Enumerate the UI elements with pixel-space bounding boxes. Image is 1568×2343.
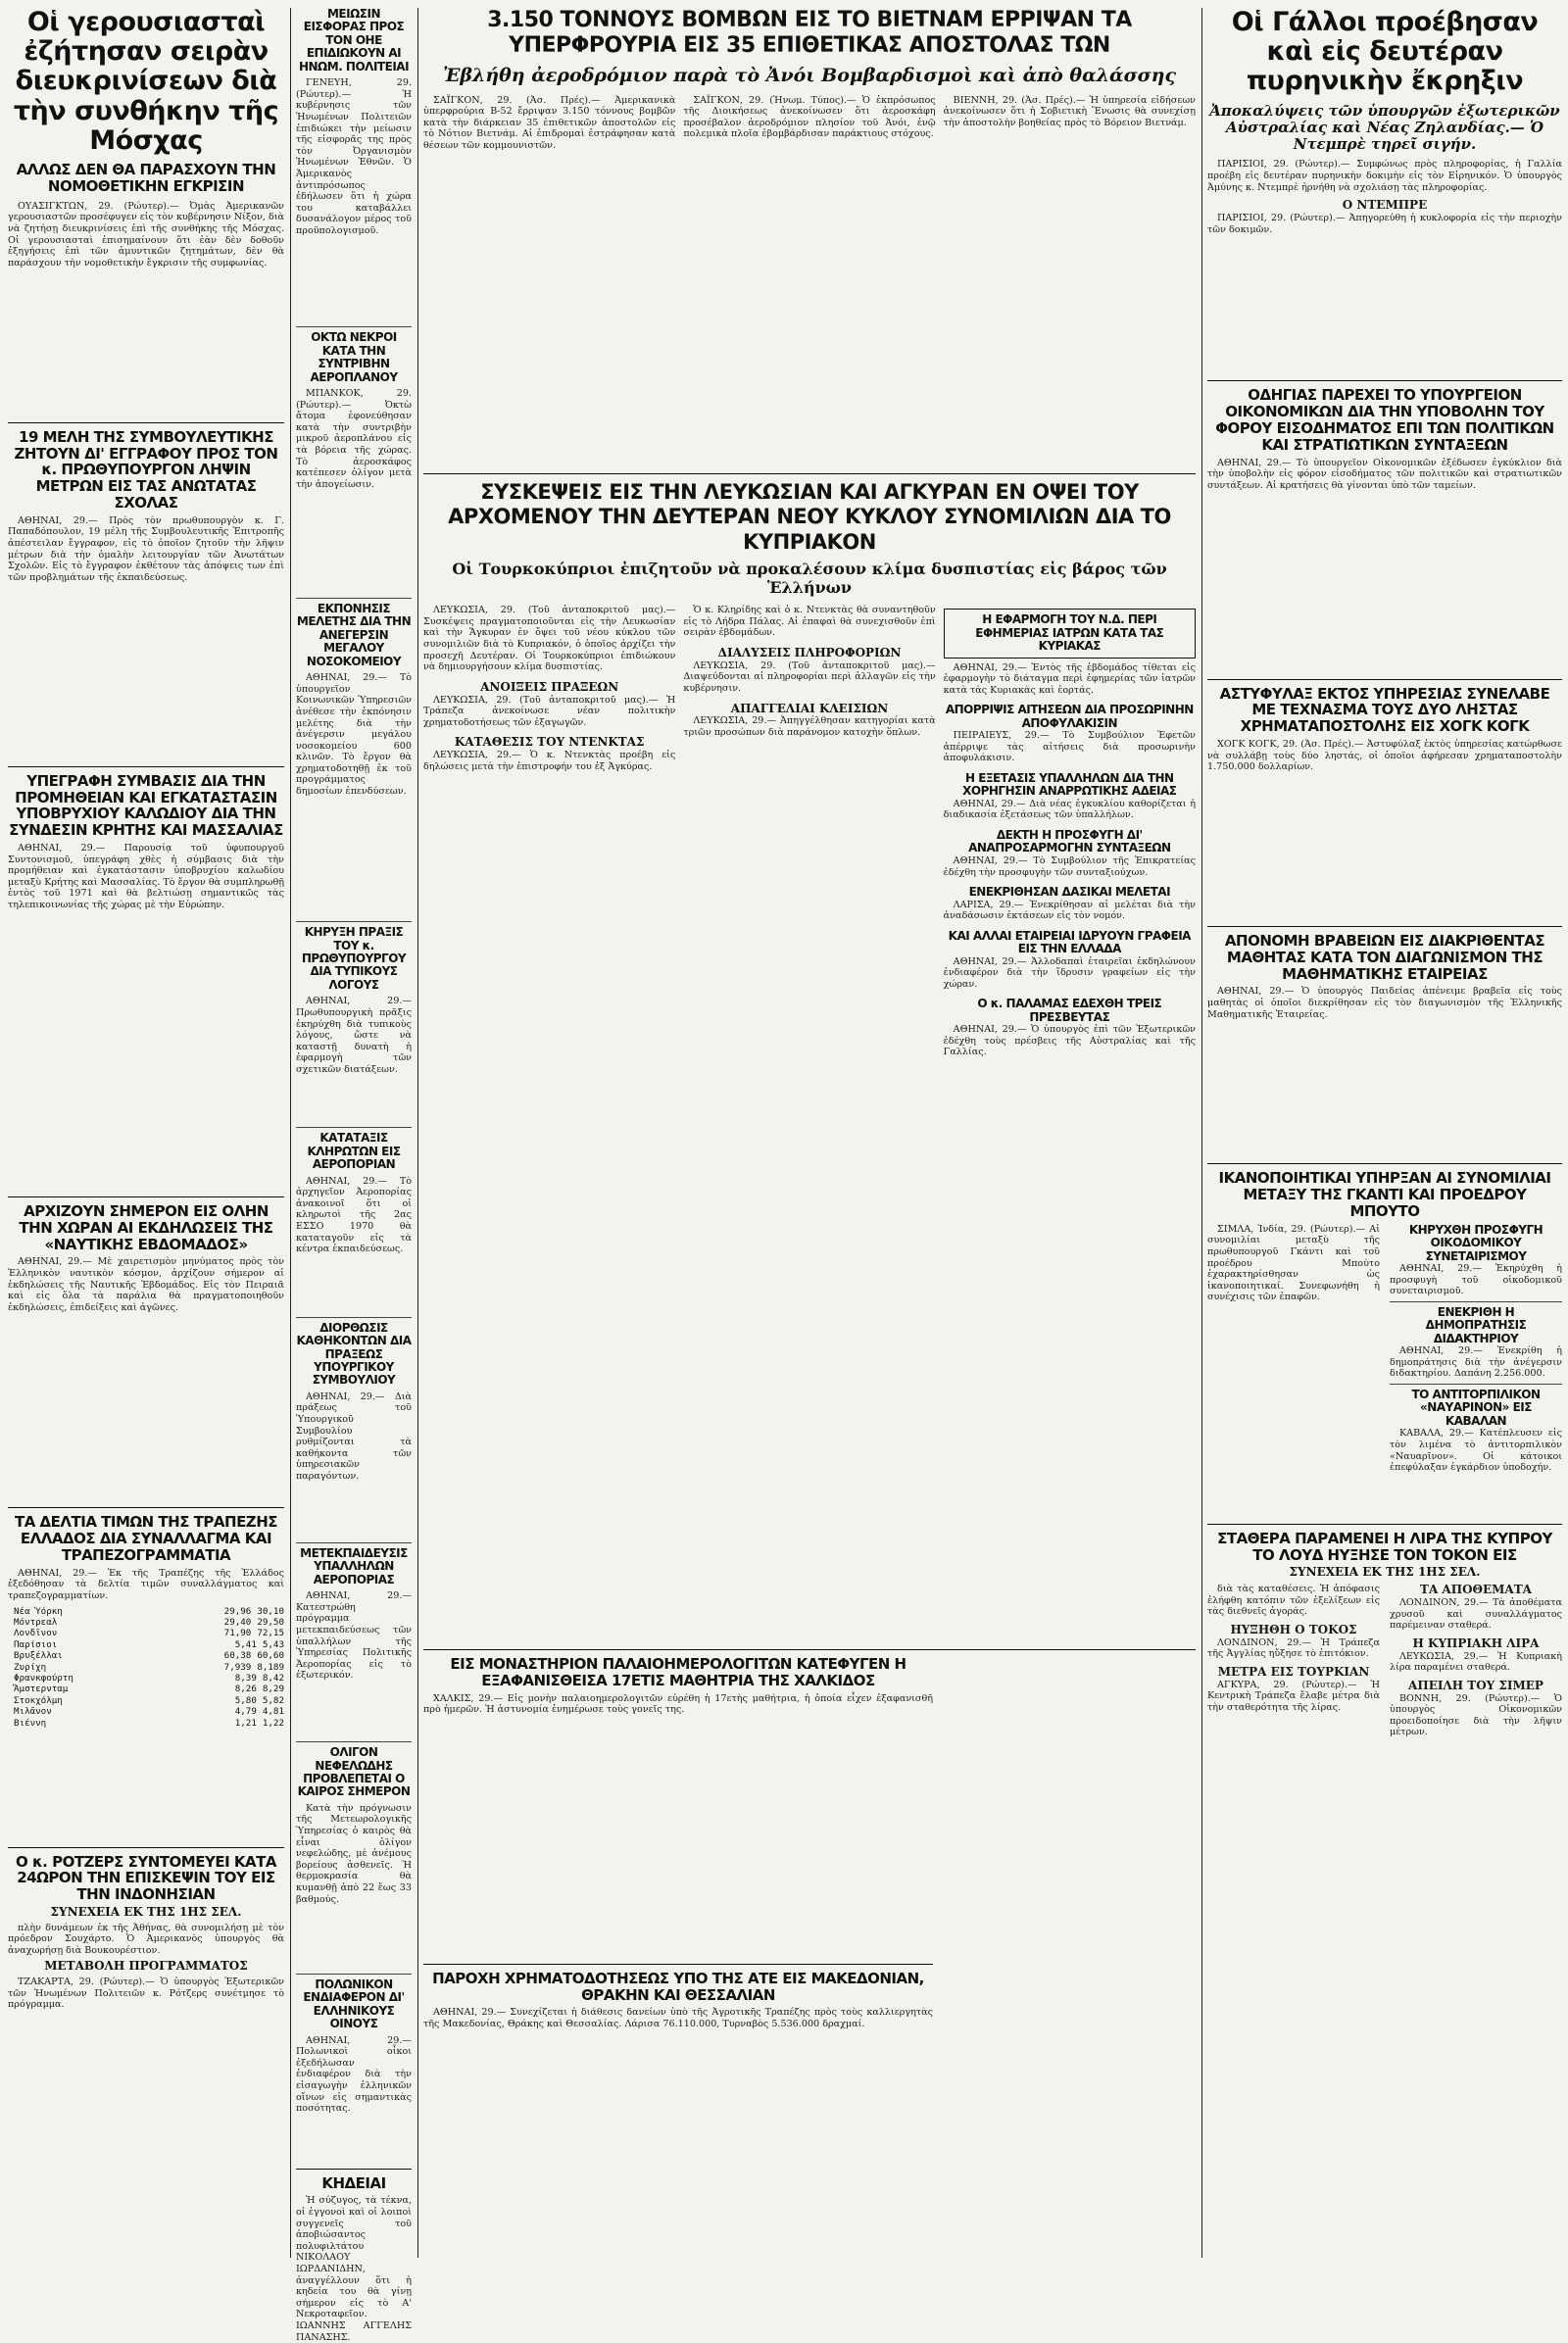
headline-navarinon: ΤΟ ΑΝΤΙΤΟΡΠΙΛΙΚΟΝ «ΝΑΥΑΡΙΝΟΝ» ΕΙΣ ΚΑΒΑΛΑΝ [1411, 1388, 1541, 1428]
article-body: ΣΙΜΛΑ, Ἰνδία, 29. (Ρώυτερ).— Αἱ συνομιλίαι μεταξὺ τῆς πρωθυπουργοῦ Γκάντι καὶ τοῦ προέδρου Μπούτο ἐχαρακτηρίσθησαν ὡς ἱκανοποιητικαί. Συνεφωνήθη ἡ συνέχισις τῶν ἐπαφῶν. [1207, 1223, 1380, 1303]
article-body: Ὁ κ. Κληρίδης καὶ ὁ κ. Ντενκτὰς θὰ συναντηθοῦν εἰς τὸ Λήδρα Πάλας. Αἱ ἐπαφαὶ θὰ συνεχισθοῦν ἐπὶ σειρὰν ἑβδομάδων. [683, 605, 936, 639]
subheading: ΗΥΞΗΘΗ Ο ΤΟΚΟΣ [1230, 1622, 1357, 1636]
headline-cooperative: ΚΗΡΥΧΘΗ ΠΡΟΣΦΥΓΗ ΟΙΚΟΔΟΜΙΚΟΥ ΣΥΝΕΤΑΙΡΙΣΜΟΥ [1408, 1222, 1544, 1263]
article-body: ΑΓΚΥΡΑ, 29. (Ρώυτερ).— Ἡ Κεντρικὴ Τράπεζα ἔλαβε μέτρα διὰ τὴν σταθερότητα τῆς λίρας. [1207, 1679, 1380, 1713]
column-second [296, 7, 412, 2343]
rate-value: 7,939 [223, 1661, 252, 1673]
article-body: ΛΕΥΚΩΣΙΑ, 29.— Ἡ Κυπριακὴ λίρα παραμένει σταθερά. [1390, 1650, 1562, 1674]
currency-city: Βιέννη [14, 1717, 47, 1729]
article-body: ΣΑΪΓΚΟΝ, 29. (Ἡνωμ. Τύπος).— Ὁ ἐκπρόσωπος τῆς Διοικήσεως ἀνεκοίνωσεν ὅτι ἀεροσκάφη προσέβαλον ἀεροδρόμιον πλησίον τοῦ Ἀνόι, ἐνῷ πολεμικὰ πλοῖα ἐβομβάρδισαν παράκτιους στόχους. [683, 94, 936, 140]
rate-value: 8,189 [257, 1661, 284, 1673]
article-body: ΑΘΗΝΑΙ, 29.— Τὸ ἀρχηγεῖον Ἀεροπορίας ἀνακοινοῖ ὅτι οἱ κληρωτοὶ τῆς 2ας ΕΣΣΟ 1970 θὰ καταταγοῦν εἰς τὰ κέντρα ἐκπαιδεύσεως. [296, 1175, 412, 1255]
headline-math-awards: ΑΠΟΝΟΜΗ ΒΡΑΒΕΙΩΝ ΕΙΣ ΔΙΑΚΡΙΘΕΝΤΑΣ ΜΑΘΗΤΑΣ ΚΑΤΑ ΤΟΝ ΔΙΑΓΩΝΙΣΜΟΝ ΤΗΣ ΜΑΘΗΜΑΤΙΚΗΣ ΕΤΑΙΡΕΙΑΣ [1224, 932, 1545, 983]
currency-city: Παρίσιοι [14, 1638, 58, 1650]
exchange-rate-row [8, 1639, 284, 1650]
article-body: ΑΘΗΝΑΙ, 29.— Πρωθυπουργικὴ πρᾶξις ἐκηρύχθη διὰ τυπικοὺς λόγους, ὥστε νὰ καταστῇ δυνατὴ ἡ ἐφαρμογὴ τῶν σχετικῶν διατάξεων. [296, 996, 412, 1075]
headline-plane-crash: ΟΚΤΩ ΝΕΚΡΟΙ ΚΑΤΑ ΤΗΝ ΣΥΝΤΡΙΒΗΝ ΑΕΡΟΠΛΑΝΟΥ [310, 330, 398, 384]
column-rule [1201, 8, 1202, 2258]
rate-value: 71,90 [223, 1628, 252, 1639]
subheading: ΑΝΟΙΞΕΙΣ ΠΡΑΞΕΩΝ [480, 679, 619, 694]
column-right [1207, 8, 1562, 2258]
headline-exchange: ΤΑ ΔΕΛΤΙΑ ΤΙΜΩΝ ΤΗΣ ΤΡΑΠΕΖΗΣ ΕΛΛΑΔΟΣ ΔΙΑ ΣΥΝΑΛΛΑΓΜΑ ΚΑΙ ΤΡΑΠΕΖΟΓΡΑΜΜΑΤΙΑ [14, 1513, 277, 1564]
article-body: ΛΕΥΚΩΣΙΑ, 29. (Τοῦ ἀνταποκριτοῦ μας).— Διαψεύδονται αἱ πληροφορίαι περὶ ἀλλαγῶν εἰς τὴν κυβέρνησιν. [683, 659, 936, 694]
article-body: ΑΘΗΝΑΙ, 29.— Μὲ χαιρετισμὸν μηνύματος πρὸς τὸν Ἑλληνικὸν ναυτικὸν κόσμον, ἀρχίζουν σήμερον αἱ ἐκδηλώσεις τῆς Ναυτικῆς Ἑβδομάδος. Εἰς τὸν Πειραιᾶ καὶ εἰς ὅλα τὰ παράλια θὰ πραγματοποιηθοῦν ἐκδηλώσεις, ἐπιδείξεις καὶ ἀγῶνες. [8, 1256, 284, 1313]
headline-duties: ΔΙΟΡΘΩΣΙΣ ΚΑΘΗΚΟΝΤΩΝ ΔΙΑ ΠΡΑΞΕΩΣ ΥΠΟΥΡΓΙΚΟΥ ΣΥΜΒΟΥΛΙΟΥ [296, 1320, 412, 1388]
article-body: ΑΘΗΝΑΙ, 29.— Τὸ Συμβούλιον τῆς Ἐπικρατείας ἐδέχθη τὴν προσφυγὴν τῶν συνταξιούχων. [943, 854, 1196, 878]
article-body: ΛΕΥΚΩΣΙΑ, 29. (Τοῦ ἀνταποκριτοῦ μας).— Συσκέψεις πραγματοποιοῦνται εἰς τὴν Λευκωσίαν καὶ τὴν Ἄγκυραν ἐν ὄψει τοῦ νέου κύκλου τῶν συνομιλιῶν διὰ τὸ Κυπριακόν, ὁ ὁποῖος ἀρχίζει τὴν προσεχῆ Δευτέραν. Οἱ Τουρκοκύπριοι ἐπιδιώκουν νὰ δημιουργήσουν κλίμα δυσπιστίας. [423, 605, 676, 673]
headline-cyprus-talks: ΣΥΣΚΕΨΕΙΣ ΕΙΣ ΤΗΝ ΛΕΥΚΩΣΙΑΝ ΚΑΙ ΑΓΚΥΡΑΝ ΕΝ ΟΨΕΙ ΤΟΥ ΑΡΧΟΜΕΝΟΥ ΤΗΝ ΔΕΥΤΕΡΑΝ ΝΕΟΥ ΚΥΚΛΟΥ ΣΥΝΟΜΙΛΙΩΝ ΔΙΑ ΤΟ ΚΥΠΡΙΑΚΟΝ [448, 479, 1171, 554]
rate-value: 29,50 [257, 1616, 284, 1628]
column-left [8, 8, 284, 2258]
currency-city: Λονδῖνον [14, 1628, 58, 1639]
headline-rogers: Ο κ. ΡΟΤΖΕΡΣ ΣΥΝΤΟΜΕΥΕΙ ΚΑΤΑ 24ΩΡΟΝ ΤΗΝ ΕΠΙΣΚΕΨΙΝ ΤΟΥ ΕΙΣ ΤΗΝ ΙΝΔΟΝΗΣΙΑΝ [16, 1852, 276, 1904]
subheading: Ο ΝΤΕΜΠΡΕ [1342, 198, 1428, 213]
continued-note: ΣΥΝΕΧΕΙΑ ΕΚ ΤΗΣ 1ΗΣ ΣΕΛ. [1289, 1565, 1481, 1580]
rate-value: 60,60 [257, 1650, 284, 1662]
article-body: ΑΘΗΝΑΙ, 29.— Τὸ ὑπουργεῖον Οἰκονομικῶν ἐξέδωσεν ἐγκύκλιον διὰ τὴν ὑποβολὴν εἰς φόρον εἰσοδήματος τῶν πολιτικῶν καὶ στρατιωτικῶν συντάξεων. Αἱ κρατήσεις θὰ γίνονται ὑπὸ τῶν ταμείων. [1207, 457, 1562, 491]
article-body: ΑΘΗΝΑΙ, 29.— Ἐκ τῆς Τραπέζης τῆς Ἑλλάδος ἐξεδόθησαν τὰ δελτία τιμῶν συναλλάγματος καὶ τραπεζογραμματίων. [8, 1567, 284, 1601]
headline-senators: Οἱ γερουσιασταὶ ἐζήτησαν σειρὰν διευκρινίσεων διὰ τὴν συνθήκην τῆς Μόσχας [13, 7, 279, 156]
exchange-rate-row [8, 1662, 284, 1673]
headline-applications: ΑΠΟΡΡΙΨΙΣ ΑΙΤΗΣΕΩΝ ΔΙΑ ΠΡΟΣΩΡΙΝΗΝ ΑΠΟΦΥΛΑΚΙΣΙΝ [945, 703, 1194, 730]
article-body: ΠΕΙΡΑΙΕΥΣ, 29.— Τὸ Συμβούλιον Ἐφετῶν ἀπέρριψε τὰς αἰτήσεις διὰ προσωρινὴν ἀποφυλάκισιν. [943, 730, 1196, 764]
exchange-rate-row [8, 1617, 284, 1628]
column-center [423, 8, 1196, 2258]
rate-value: 4,79 [234, 1706, 257, 1718]
headline-un-contribution: ΜΕΙΩΣΙΝ ΕΙΣΦΟΡΑΣ ΠΡΟΣ ΤΟΝ ΟΗΕ ΕΠΙΔΙΩΚΟΥΝ ΑΙ ΗΝΩΜ. ΠΟΛΙΤΕΙΑΙ [298, 7, 410, 73]
rate-value: 4,81 [262, 1706, 284, 1718]
headline-hospital: ΕΚΠΟΝΗΣΙΣ ΜΕΛΕΤΗΣ ΔΙΑ ΤΗΝ ΑΝΕΓΕΡΣΙΝ ΜΕΓΑΛΟΥ ΝΟΣΟΚΟΜΕΙΟΥ [296, 601, 412, 668]
article-body: ΑΘΗΝΑΙ, 29.— Ὁ ὑπουργὸς Παιδείας ἀπένειμε βραβεῖα εἰς τοὺς μαθητὰς οἱ ὁποῖοι διεκρίθησαν εἰς τὸν διαγωνισμὸν τῆς Ἑλληνικῆς Μαθηματικῆς Ἑταιρείας. [1207, 986, 1562, 1020]
article-body: ΠΑΡΙΣΙΟΙ, 29. (Ρώυτερ).— Συμφώνως πρὸς πληροφορίας, ἡ Γαλλία προέβη εἰς δευτέραν πυρηνικὴν δοκιμὴν εἰς τὸν Εἰρηνικόν. Ὁ ὑπουργὸς Ἀμύνης κ. Ντεμπρὲ ἠρνήθη νὰ σχολιάσῃ τὰς πληροφορίας. [1207, 159, 1562, 193]
exchange-rate-row [8, 1684, 284, 1694]
article-body: ΛΑΡΙΣΑ, 29.— Ἐνεκρίθησαν αἱ μελέται διὰ τὴν ἀναδάσωσιν ἐκτάσεων εἰς τὸν νομόν. [943, 899, 1196, 922]
article-body: Κατὰ τὴν πρόγνωσιν τῆς Μετεωρολογικῆς Ὑπηρεσίας ὁ καιρὸς θὰ εἶναι ὀλίγον νεφελώδης, μὲ ἀνέμους βορείους ἀσθενεῖς. Ἡ θερμοκρασία θὰ κυμανθῇ ἀπὸ 22 ἕως 33 βαθμούς. [296, 1802, 412, 1905]
article-body: ΑΘΗΝΑΙ, 29.— Ἐκηρύχθη ἡ προσφυγὴ τοῦ οἰκοδομικοῦ συνεταιρισμοῦ. [1390, 1263, 1562, 1297]
article-body: ΧΟΓΚ ΚΟΓΚ, 29. (Ἀσ. Πρές).— Ἀστυφύλαξ ἐκτὸς ὑπηρεσίας κατώρθωσε νὰ συλλάβῃ τοὺς δύο ληστάς, οἱ ὁποῖοι ἀφήρεσαν χρηματαποστολὴν 1.750.000 δολλαρίων. [1207, 739, 1562, 773]
headline-cyprus-pound: ΣΤΑΘΕΡΑ ΠΑΡΑΜΕΝΕΙ Η ΛΙΡΑ ΤΗΣ ΚΥΠΡΟΥ ΤΟ ΛΟΥΔ ΗΥΞΗΣΕ ΤΟΝ ΤΟΚΟΝ ΕΙΣ [1217, 1529, 1552, 1564]
article-body: ΑΘΗΝΑΙ, 29.— Παρουσίᾳ τοῦ ὑφυπουργοῦ Συντονισμοῦ, ὑπεγράφη χθὲς ἡ σύμβασις διὰ τὴν προμήθειαν καὶ ἐγκατάστασιν ὑποβρυχίου καλωδίου μεταξὺ Κρήτης καὶ Μασσαλίας. Τὸ ἔργον θὰ συμπληρωθῇ ἐντὸς τοῦ 1971 καὶ θὰ βελτιώσῃ σημαντικῶς τὰς τηλεπικοινωνίας τῆς χώρας μὲ τὴν Εὐρώπην. [8, 842, 284, 910]
headline-tax-pensions: ΟΔΗΓΙΑΣ ΠΑΡΕΧΕΙ ΤΟ ΥΠΟΥΡΓΕΙΟΝ ΟΙΚΟΝΟΜΙΚΩΝ ΔΙΑ ΤΗΝ ΥΠΟΒΟΛΗΝ ΤΟΥ ΦΟΡΟΥ ΕΙΣΟΔΗΜΑΤΟΣ ΕΠΙ ΤΩΝ ΠΟΛΙΤΙΚΩΝ ΚΑΙ ΣΤΡΑΤΙΩΤΙΚΩΝ ΣΥΝΤΑΞΕΩΝ [1215, 386, 1554, 454]
article-body: ΑΘΗΝΑΙ, 29.— Διὰ νέας ἐγκυκλίου καθορίζεται ἡ διαδικασία ἐξετάσεως τῶν ὑπαλλήλων. [943, 798, 1196, 821]
exchange-rate-row [8, 1606, 284, 1617]
currency-city: Μιλᾶνον [14, 1706, 52, 1718]
headline-ate-funding: ΠΑΡΟΧΗ ΧΡΗΜΑΤΟΔΟΤΗΣΕΩΣ ΥΠΟ ΤΗΣ ΑΤΕ ΕΙΣ ΜΑΚΕΔΟΝΙΑΝ, ΘΡΑΚΗΝ ΚΑΙ ΘΕΣΣΑΛΙΑΝ [432, 1969, 924, 2004]
article-body: πλὴν δυνάμεων ἐκ τῆς Ἀθήνας, θὰ συνομιλήσῃ μὲ τὸν πρόεδρον Σουχάρτο. Ὁ Ἀμερικανὸς ὑπουργὸς θὰ ἀναχωρήσῃ διὰ Βουκουρέστιον. [8, 1922, 284, 1956]
headline-palamas: Ο κ. ΠΑΛΑΜΑΣ ΕΔΕΧΘΗ ΤΡΕΙΣ ΠΡΕΣΒΕΥΤΑΣ [977, 997, 1162, 1024]
article-body: ΛΕΥΚΩΣΙΑ, 29.— Ἀπηγγέλθησαν κατηγορίαι κατὰ τριῶν προσώπων διὰ παράνομον κατοχὴν ὅπλων. [683, 715, 936, 738]
headline-school: ΕΝΕΚΡΙΘΗ Η ΔΗΜΟΠΡΑΤΗΣΙΣ ΔΙΔΑΚΤΗΡΙΟΥ [1425, 1304, 1527, 1345]
article-body: διὰ τὰς καταθέσεις. Ἡ ἀπόφασις ἐλήφθη κατόπιν τῶν ἐξελίξεων εἰς τὰς διεθνεῖς ἀγοράς. [1207, 1584, 1380, 1618]
rate-value: 60,38 [223, 1650, 252, 1662]
article-body: ΑΘΗΝΑΙ, 29.— Ὁ ὑπουργὸς ἐπὶ τῶν Ἐξωτερικῶν ἐδέχθη τοὺς πρέσβεις τῆς Αὐστραλίας καὶ τῆς Γαλλίας. [943, 1024, 1196, 1058]
column-rule [290, 8, 291, 2258]
currency-city: Στοκχόλμη [14, 1694, 63, 1706]
rate-value: 5,82 [262, 1694, 284, 1706]
article-body: ΛΟΝΔΙΝΟΝ, 29.— Ἡ Τράπεζα τῆς Ἀγγλίας ηὔξησε τὸ ἐπιτόκιον. [1207, 1636, 1380, 1660]
article-body: ΧΑΛΚΙΣ, 29.— Εἰς μονὴν παλαιοημερολογιτῶν εὑρέθη ἡ 17ετὴς μαθήτρια, ἡ ὁποία εἶχεν ἐξαφανισθῆ πρὸ ἡμερῶν. Ἡ ἀστυνομία ἐνημέρωσε τοὺς γονεῖς της. [423, 1692, 933, 1716]
article-body: ΓΕΝΕΥΗ, 29. (Ρώυτερ).— Ἡ κυβέρνησις τῶν Ἡνωμένων Πολιτειῶν ἐπιδιώκει τὴν μείωσιν τῆς εἰσφορᾶς της πρὸς τὸν Ὀργανισμὸν Ἡνωμένων Ἐθνῶν. Ὁ Ἀμερικανὸς ἀντιπρόσωπος ἐδήλωσεν ὅτι ἡ χώρα του καταβάλλει δυσανάλογον μέρος τοῦ προϋπολογισμοῦ. [296, 77, 412, 236]
exchange-rate-row [8, 1673, 284, 1684]
article-body: ΠΑΡΙΣΙΟΙ, 29. (Ρώυτερ).— Ἀπηγορεύθη ἡ κυκλοφορία εἰς τὴν περιοχὴν τῶν δοκιμῶν. [1207, 213, 1562, 235]
exchange-rate-row [8, 1706, 284, 1717]
article-body: Ἡ σύζυγος, τὰ τέκνα, οἱ ἐγγονοὶ καὶ οἱ λοιποὶ συγγενεῖς τοῦ ἀποβιώσαντος πολυφιλτάτου ΝΙΚΟΛΑΟΥ ΙΩΡΔΑΝΙΔΗΝ, ἀναγγέλλουν ὅτι ἡ κηδεία του θὰ γίνῃ σήμερον εἰς τὸ Α' Νεκροταφεῖον. ΙΩΑΝΝΗΣ ΑΓΓΕΛΗΣ ΠΑΝΑΣΗΣ. [296, 2195, 412, 2343]
rate-value: 5,43 [262, 1638, 284, 1650]
article-body: ΛΟΝΔΙΝΟΝ, 29.— Τὰ ἀποθέματα χρυσοῦ καὶ συναλλάγματος παρέμειναν σταθερά. [1390, 1597, 1562, 1632]
headline-naval-week: ΑΡΧΙΖΟΥΝ ΣΗΜΕΡΟΝ ΕΙΣ ΟΛΗΝ ΤΗΝ ΧΩΡΑΝ ΑΙ ΕΚΔΗΛΩΣΕΙΣ ΤΗΣ «ΝΑΥΤΙΚΗΣ ΕΒΔΟΜΑΔΟΣ» [19, 1201, 273, 1253]
rate-value: 8,42 [262, 1672, 284, 1684]
rate-value: 8,26 [234, 1684, 257, 1695]
subheading: ΤΑ ΑΠΟΘΕΜΑΤΑ [1420, 1583, 1532, 1597]
article-body: ΑΘΗΝΑΙ, 29.— Ἐνεκρίθη ἡ δημοπράτησις διὰ τὴν ἀνέγερσιν διδακτηρίου. Δαπάνη 2.256.000. [1390, 1345, 1562, 1380]
article-body: ΟΥΑΣΙΓΚΤΩΝ, 29. (Ρώυτερ).— Ὀμὰς Ἀμερικανῶν γερουσιαστῶν προσέφυγεν εἰς τὸν κυβέρνησιν Νίξον, διὰ νὰ ζητήσῃ διευκρινίσεις ἐπὶ τῆς συνθήκης τῆς Μόσχας. Οἱ γερουσιασταὶ ἐπισημαίνουν ὅτι ἐὰν δὲν δοθοῦν ἐξηγήσεις ἐπὶ τῶν ἀμυντικῶν ζητημάτων, δὲν θὰ παράσχουν τὴν νομοθετικὴν ἔγκρισιν τῆς συμφωνίας. [8, 200, 284, 268]
article-body: ΒΙΕΝΝΗ, 29. (Ἀσ. Πρές).— Ἡ ὑπηρεσία εἰδήσεων ἀνεκοίνωσεν ὅτι ἡ Σοβιετικὴ Ἕνωσις θὰ συνεχίσῃ τὴν ἀποστολὴν βοηθείας πρὸς τὸ Βόρειον Βιετνάμ. [943, 94, 1196, 128]
currency-city: Μόντρεαλ [14, 1616, 58, 1628]
exchange-rate-row [8, 1695, 284, 1706]
subheading-schedule: ΜΕΤΑΒΟΛΗ ΠΡΟΓΡΑΜΜΑΤΟΣ [44, 1959, 248, 1974]
rate-value: 5,80 [234, 1694, 257, 1706]
headline-monastery: ΕΙΣ ΜΟΝΑΣΤΗΡΙΟΝ ΠΑΛΑΙΟΗΜΕΡΟΛΟΓΙΤΩΝ ΚΑΤΕΦΥΓΕΝ Η ΕΞΑΦΑΝΙΣΘΕΙΣΑ 17ΕΤΙΣ ΜΑΘΗΤΡΙΑ ΤΗΣ ΧΑΛΚΙΔΟΣ [450, 1655, 906, 1690]
headline-wines: ΠΟΛΩΝΙΚΟΝ ΕΝΔΙΑΦΕΡΟΝ ΔΙ' ΕΛΛΗΝΙΚΟΥΣ ΟΙΝΟΥΣ [303, 1977, 405, 2031]
headline-doctors: Η ΕΦΑΡΜΟΓΗ ΤΟΥ Ν.Δ. ΠΕΡΙ ΕΦΗΜΕΡΙΑΣ ΙΑΤΡΩΝ ΚΑΤΑ ΤΑΣ ΚΥΡΙΑΚΑΣ [975, 612, 1164, 654]
rate-value: 8,39 [234, 1672, 257, 1684]
subheading: Η ΚΥΠΡΙΑΚΗ ΛΙΡΑ [1412, 1635, 1540, 1650]
rate-value: 29,96 [223, 1605, 252, 1617]
subheading: ΑΠΑΓΓΕΛΙΑΙ ΚΛΕΙΣΙΩΝ [730, 701, 889, 715]
exchange-rate-row [8, 1628, 284, 1638]
headline-advisory: 19 ΜΕΛΗ ΤΗΣ ΣΥΜΒΟΥΛΕΥΤΙΚΗΣ ΖΗΤΟΥΝ ΔΙ' ΕΓΓΡΑΦΟΥ ΠΡΟΣ ΤΟΝ κ. ΠΡΩΘΥΠΟΥΡΓΟΝ ΛΗΨΙΝ ΜΕΤΡΩΝ ΕΙΣ ΤΑΣ ΑΝΩΤΑΤΑΣ ΣΧΟΛΑΣ [14, 427, 278, 512]
headline-gandhi-bhutto: ΙΚΑΝΟΠΟΙΗΤΙΚΑΙ ΥΠΗΡΞΑΝ ΑΙ ΣΥΝΟΜΙΛΙΑΙ ΜΕΤΑΞΥ ΤΗΣ ΓΚΑΝΤΙ ΚΑΙ ΠΡΟΕΔΡΟΥ ΜΠΟΥΤΟ [1218, 1169, 1551, 1221]
rate-value: 5,41 [234, 1638, 257, 1650]
rate-value: 30,10 [257, 1605, 284, 1617]
article-body: ΑΘΗΝΑΙ, 29.— Πρὸς τὸν πρωθυπουργὸν κ. Γ. Παπαδόπουλον, 19 μέλη τῆς Συμβουλευτικῆς Ἐπιτροπῆς ἀπέστειλαν ἔγγραφον, εἰς τὸ ὁποῖον ζητοῦν τὴν λῆψιν μέτρων διὰ τὴν ὁμαλὴν λειτουργίαν τῶν Ἀνωτάτων Σχολῶν. Εἰς τὸ ἔγγραφον ἐκθέτουν τὰς ἀπόψεις των ἐπὶ τῶν προβλημάτων τῆς ἐκπαιδεύσεως. [8, 514, 284, 583]
article-body: ΑΘΗΝΑΙ, 29.— Ἀλλοδαπαὶ ἑταιρεῖαι ἐκδηλώνουν ἐνδιαφέρον διὰ τὴν ἵδρυσιν γραφείων εἰς τὴν χώραν. [943, 955, 1196, 990]
headline-training: ΜΕΤΕΚΠΑΙΔΕΥΣΙΣ ΥΠΑΛΛΗΛΩΝ ΑΕΡΟΠΟΡΙΑΣ [300, 1545, 408, 1586]
column-rule [417, 8, 418, 2258]
currency-city: Φρανκφούρτη [14, 1672, 74, 1684]
currency-city: Βρυξέλλαι [14, 1650, 63, 1662]
article-body: ΑΘΗΝΑΙ, 29.— Τὸ ὑπουργεῖον Κοινωνικῶν Ὑπηρεσιῶν ἀνέθεσε τὴν ἐκπόνησιν μελέτης διὰ τὴν ἀνέγερσιν μεγάλου νοσοκομείου 600 κλινῶν. Τὸ ἔργον θὰ χρηματοδοτηθῇ ἐκ τοῦ προγράμματος δημοσίων ἐπενδύσεων. [296, 672, 412, 798]
headline-pm-act: ΚΗΡΥΞΗ ΠΡΑΞΙΣ ΤΟΥ κ. ΠΡΩΘΥΠΟΥΡΓΟΥ ΔΙΑ ΤΥΠΙΚΟΥΣ ΛΟΓΟΥΣ [301, 925, 407, 992]
rate-value: 72,15 [257, 1628, 284, 1639]
headline-weather: ΟΛΙΓΟΝ ΝΕΦΕΛΩΔΗΣ ΠΡΟΒΛΕΠΕΤΑΙ Ο ΚΑΙΡΟΣ ΣΗΜΕΡΟΝ [297, 1745, 411, 1799]
article-body: ΑΘΗΝΑΙ, 29.— Διὰ πράξεως τοῦ Ὑπουργικοῦ Συμβουλίου ρυθμίζονται τὰ καθήκοντα τῶν ὑπηρεσιακῶν παραγόντων. [296, 1391, 412, 1482]
article-body: ΑΘΗΝΑΙ, 29.— Κατεστρώθη πρόγραμμα μετεκπαιδεύσεως τῶν ὑπαλλήλων τῆς Ὑπηρεσίας Πολιτικῆς Ἀεροπορίας εἰς τὸ ἐξωτερικόν. [296, 1590, 412, 1682]
rate-value: 1,22 [262, 1717, 284, 1729]
article-body: ΛΕΥΚΩΣΙΑ, 29. (Τοῦ ἀνταποκριτοῦ μας).— Ἡ Τράπεζα ἀνεκοίνωσε νέαν πολιτικὴν χρηματοδοτήσεως τῶν ἐξαγωγῶν. [423, 694, 676, 728]
subheadline-french: Ἀποκαλύψεις τῶν ὑπουργῶν ἐξωτερικῶν Αὐστραλίας καὶ Νέας Ζηλανδίας.— Ὁ Ντεμπρὲ τηρεῖ σιγήν. [1209, 101, 1560, 154]
currency-city: Ἄμστερνταμ [14, 1684, 69, 1695]
headline-french-nuclear: Οἱ Γάλλοι προέβησαν καὶ εἰς δευτέραν πυρηνικὴν ἔκρηξιν [1231, 7, 1539, 97]
subheading: ΔΙΑΛΥΣΕΙΣ ΠΛΗΡΟΦΟΡΙΩΝ [717, 646, 902, 660]
article-body: ΣΑΪΓΚΟΝ, 29. (Ἀσ. Πρές).— Ἀμερικανικὰ ὑπερφρούρια Β-52 ἔρριψαν 3.150 τόννους βομβῶν κατὰ τὴν διάρκειαν 35 ἐπιθετικῶν ἀποστολῶν εἰς τὸ Νότιον Βιετνάμ. Αἱ ἐπιδρομαὶ ἐστράφησαν κατὰ θέσεων τῶν κομμουνιστῶν. [423, 94, 676, 151]
headline-funerals: ΚΗΔΕΙΑΙ [321, 2173, 386, 2192]
currency-city: Ζυρίχη [14, 1661, 47, 1673]
article-body: ΚΑΒΑΛΑ, 29.— Κατέπλευσεν εἰς τὸν λιμένα τὸ ἀντιτορπιλικὸν «Ναυαρῖνον». Οἱ κάτοικοι ἐπεφύλαξαν ἐγκάρδιον ὑποδοχήν. [1390, 1428, 1562, 1474]
headline-hong-kong: ΑΣΤΥΦΥΛΑΞ ΕΚΤΟΣ ΥΠΗΡΕΣΙΑΣ ΣΥΝΕΛΑΒΕ ΜΕ ΤΕΧΝΑΣΜΑ ΤΟΥΣ ΔΥΟ ΛΗΣΤΑΣ ΧΡΗΜΑΤΑΠΟΣΤΟΛΗΣ ΕΙΣ ΧΟΓΚ ΚΟΓΚ [1219, 684, 1550, 736]
headline-leave: Η ΕΞΕΤΑΣΙΣ ΥΠΑΛΛΗΛΩΝ ΔΙΑ ΤΗΝ ΧΟΡΗΓΗΣΙΝ ΑΝΑΡΡΩΤΙΚΗΣ ΑΔΕΙΑΣ [962, 770, 1177, 799]
article-body: ΛΕΥΚΩΣΙΑ, 29.— Ὁ κ. Ντενκτὰς προέβη εἰς δηλώσεις μετὰ τὴν ἐπιστροφήν του ἐξ Ἀγκύρας. [423, 750, 676, 772]
headline-companies: ΚΑΙ ΑΛΛΑΙ ΕΤΑΙΡΕΙΑΙ ΙΔΡΥΟΥΝ ΓΡΑΦΕΙΑ ΕΙΣ ΤΗΝ ΕΛΛΑΔΑ [948, 928, 1191, 956]
article-body: ΑΘΗΝΑΙ, 29.— Συνεχίζεται ἡ διάθεσις δανείων ὑπὸ τῆς Ἀγροτικῆς Τραπέζης πρὸς τοὺς καλλιεργητὰς τῆς Μακεδονίας, Θράκης καὶ Θεσσαλίας. Λάρισα 76.110.000, Τυρναβὸς 5.536.000 δραχμαί. [423, 2007, 933, 2030]
headline-forest: ΕΝΕΚΡΙΘΗΣΑΝ ΔΑΣΙΚΑΙ ΜΕΛΕΤΑΙ [968, 885, 1171, 900]
currency-city: Νέα Ὑόρκη [14, 1605, 63, 1617]
subheading: ΑΠΕΙΛΗ ΤΟΥ ΣΙΜΕΡ [1408, 1678, 1544, 1692]
subheading: ΜΕΤΡΑ ΕΙΣ ΤΟΥΡΚΙΑΝ [1217, 1664, 1370, 1679]
subheadline-vietnam: Ἐβλήθη ἀεροδρόμιον παρὰ τὸ Ἀνόι Βομβαρδισμοὶ καὶ ἀπὸ θαλάσσης [442, 64, 1177, 86]
subheading: ΚΑΤΑΘΕΣΙΣ ΤΟΥ ΝΤΕΝΚΤΑΣ [454, 735, 645, 750]
subheadline-senators: ΑΛΛΩΣ ΔΕΝ ΘΑ ΠΑΡΑΣΧΟΥΝ ΤΗΝ ΝΟΜΟΘΕΤΙΚΗΝ ΕΓΚΡΙΣΙΝ [16, 161, 276, 195]
exchange-rate-row [8, 1650, 284, 1661]
article-body: ΑΘΗΝΑΙ, 29.— Ἐντὸς τῆς ἑβδομάδος τίθεται εἰς ἐφαρμογὴν τὸ διάταγμα περὶ ἐφημερίας τῶν ἰατρῶν κατὰ τὰς Κυριακὰς καὶ ἑορτάς. [943, 661, 1196, 696]
article-body: ΑΘΗΝΑΙ, 29.— Πολωνικοὶ οἶκοι ἐξεδήλωσαν ἐνδιαφέρον διὰ τὴν εἰσαγωγὴν ἑλληνικῶν οἴνων εἰς σημαντικὰς ποσότητας. [296, 2034, 412, 2115]
subheadline-cyprus: Οἱ Τουρκοκύπριοι ἐπιζητοῦν νὰ προκαλέσουν κλίμα δυσπιστίας εἰς βάρος τῶν Ἑλλήνων [452, 560, 1167, 597]
rate-value: 1,21 [234, 1717, 257, 1729]
article-body: ΜΠΑΝΚΟΚ, 29. (Ρώυτερ).— Ὀκτὼ ἄτομα ἐφονεύθησαν κατὰ τὴν συντριβὴν μικροῦ ἀεροπλάνου εἰς τὰ βόρεια τῆς χώρας. Τὸ ἀεροσκάφος κατέπεσεν ὀλίγον μετὰ τὴν ἀπογείωσιν. [296, 387, 412, 490]
rate-value: 29,40 [223, 1616, 252, 1628]
article-body: ΤΖΑΚΑΡΤΑ, 29. (Ρώυτερ).— Ὁ ὑπουργὸς Ἐξωτερικῶν τῶν Ἡνωμένων Πολιτειῶν κ. Ρότζερς συνέτμησε τὸ πρόγραμμα. [8, 1977, 284, 2011]
rate-value: 8,29 [262, 1684, 284, 1695]
article-body: ΒΟΝΝΗ, 29. (Ρώυτερ).— Ὁ ὑπουργὸς Οἰκονομικῶν προειδοποίησε διὰ τὴν λῆψιν μέτρων. [1390, 1692, 1562, 1738]
headline-conscripts: ΚΑΤΑΤΑΞΙΣ ΚΛΗΡΩΤΩΝ ΕΙΣ ΑΕΡΟΠΟΡΙΑΝ [307, 1131, 401, 1172]
headline-pensions: ΔΕΚΤΗ Η ΠΡΟΣΦΥΓΗ ΔΙ' ΑΝΑΠΡΟΣΑΡΜΟΓΗΝ ΣΥΝΤΑΞΕΩΝ [968, 828, 1171, 855]
continued-note: ΣΥΝΕΧΕΙΑ ΕΚ ΤΗΣ 1ΗΣ ΣΕΛ. [50, 1904, 242, 1919]
exchange-rate-table [8, 1606, 284, 1841]
exchange-rate-row [8, 1718, 284, 1729]
headline-vietnam-bombs: 3.150 ΤΟΝΝΟΥΣ ΒΟΜΒΩΝ ΕΙΣ ΤΟ ΒΙΕΤΝΑΜ ΕΡΡΙΨΑΝ ΤΑ ΥΠΕΡΦΡΟΥΡΙΑ ΕΙΣ 35 ΕΠΙΘΕΤΙΚΑΣ ΑΠΟΣΤΟΛΑΣ ΤΩΝ [487, 8, 1132, 59]
headline-cable: ΥΠΕΓΡΑΦΗ ΣΥΜΒΑΣΙΣ ΔΙΑ ΤΗΝ ΠΡΟΜΗΘΕΙΑΝ ΚΑΙ ΕΓΚΑΤΑΣΤΑΣΙΝ ΥΠΟΒΡΥΧΙΟΥ ΚΑΛΩΔΙΟΥ ΔΙΑ ΤΗΝ ΣΥΝΔΕΣΙΝ ΚΡΗΤΗΣ ΚΑΙ ΜΑΣΣΑΛΙΑΣ [9, 771, 283, 840]
